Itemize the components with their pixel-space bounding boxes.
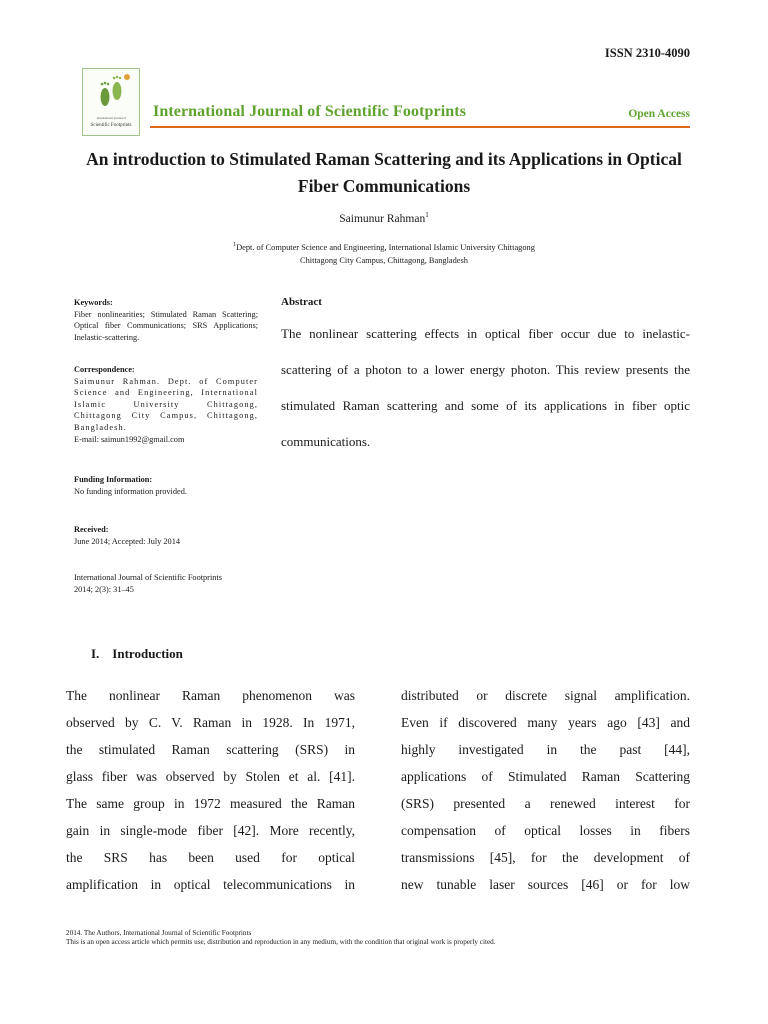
text-line: glass fiber was observed by Stolen et al. [41]. [66, 769, 355, 784]
author-line [0, 211, 768, 225]
text-line: applications of Stimulated Raman Scattering [401, 769, 690, 784]
citation-text: International Journal of Scientific Footprints 2014; 2(3): 31–45 [74, 573, 222, 594]
body-column-right [401, 682, 690, 898]
received-text: June 2014; Accepted: July 2014 [74, 536, 180, 546]
keywords-heading: Keywords: [74, 298, 113, 307]
text-line: the SRS has been used for optical [66, 850, 355, 865]
correspondence-block [74, 364, 258, 445]
text-line: gain in single-mode fiber [42]. More recently, [66, 823, 355, 838]
open-access-label: Open Access [628, 108, 690, 120]
funding-heading: Funding Information: [74, 475, 153, 484]
journal-logo [82, 68, 140, 136]
text-line: compensation of optical losses in fibers [401, 823, 690, 838]
introduction-heading: I. Introduction [91, 646, 183, 661]
correspondence-text: Saimunur Rahman. Dept. of Computer Science and Engineering, International Islamic University Chittagong, Chittagong City Campus, Chittagong, Bangladesh. [74, 376, 258, 432]
journal-title: International Journal of Scientific Footprints [153, 103, 467, 120]
text-line: Even if discovered many years ago [43] and [401, 715, 690, 730]
keywords-text: Fiber nonlinearities; Stimulated Raman Scattering; Optical fiber Communications; SRS Applications; Inelastic-scattering. [74, 309, 258, 342]
footer-license: This is an open access article which permits use, distribution and reproduction in any medium, with the condition that original work is properly cited. [66, 938, 496, 946]
text-line: (SRS) presented a renewed interest for [401, 796, 690, 811]
funding-text: No funding information provided. [74, 486, 187, 496]
correspondence-heading: Correspondence: [74, 365, 135, 374]
footprints-icon [83, 69, 139, 115]
text-line: transmissions [45], for the development of [401, 850, 690, 865]
footer [66, 929, 496, 947]
footer-copyright: 2014. The Authors, International Journal of Scientific Footprints [66, 929, 252, 937]
abstract-text: The nonlinear scattering effects in optical fiber occur due to inelastic-scattering of a photon to a lower energy photon. This review presents the stimulated Raman scattering and some of its applications in fiber optic communications. [281, 326, 690, 449]
paper-title: An introduction to Stimulated Raman Scattering and its Applications in Optical Fiber Communications [86, 149, 682, 196]
logo-tagline: international journal of [96, 116, 127, 120]
logo-name: Scientific Footprints [90, 123, 132, 128]
author-name: Saimunur Rahman [339, 212, 426, 225]
text-line: the stimulated Raman scattering (SRS) in [66, 742, 355, 757]
text-line: new tunable laser sources [46] or for low [401, 877, 690, 892]
received-block [74, 524, 258, 547]
text-line: The nonlinear Raman phenomenon was [66, 688, 355, 703]
affiliation-superscript: 1 [233, 242, 237, 248]
email-text: E-mail: saimun1992@gmail.com [74, 434, 185, 444]
affiliation [0, 239, 768, 267]
author-superscript: 1 [425, 211, 429, 219]
text-line: highly investigated in the past [44], [401, 742, 690, 757]
text-line: The same group in 1972 measured the Raman [66, 796, 355, 811]
header-rule [150, 126, 690, 128]
funding-block [74, 474, 258, 497]
issn-label: ISSN 2310-4090 [604, 46, 690, 60]
text-line: amplification in optical telecommunications in [66, 877, 355, 892]
text-line: distributed or discrete signal amplification. [401, 688, 690, 703]
keywords-block [74, 297, 258, 343]
body-column-left [66, 682, 355, 898]
received-heading: Received: [74, 525, 109, 534]
affiliation-line-2: Chittagong City Campus, Chittagong, Bangladesh [300, 255, 468, 265]
abstract-heading: Abstract [281, 296, 322, 308]
text-line: observed by C. V. Raman in 1928. In 1971, [66, 715, 355, 730]
affiliation-line-1: $^1$Dept. of Computer Science and Engineering, International Islamic University Chittagong [233, 242, 535, 252]
